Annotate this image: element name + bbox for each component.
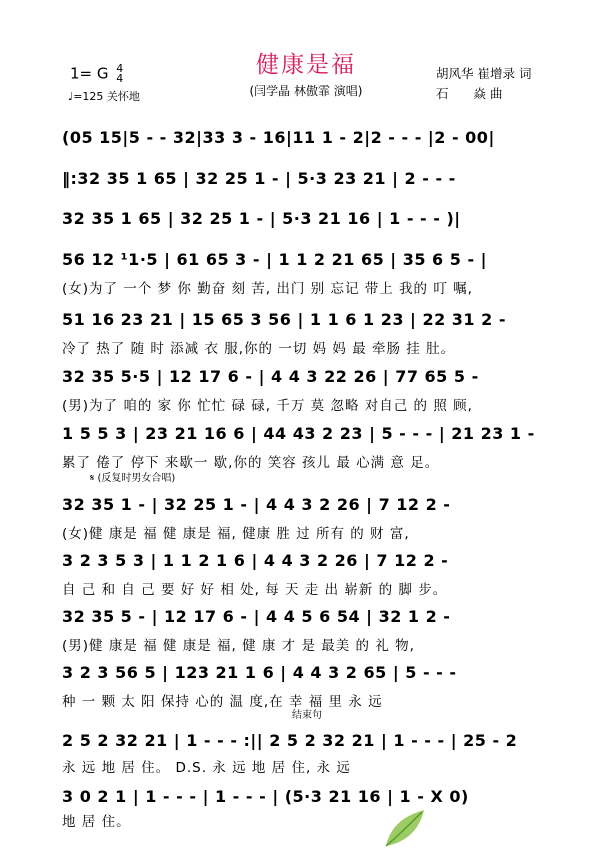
notation-line: 32 35 5·5 | 12 17 6 - | 4 4 3 22 26 | 77 65 5 - [62,367,479,386]
time-signature [116,64,123,84]
notation-line: (05 15|5 - - 32|33 3 - 16|11 1 - 2|2 - - - |2 - 00| [62,128,495,147]
lyric-line: 自 己 和 自 己 要 好 好 相 处, 每 天 走 出 崭新 的 脚 步。 [62,582,448,598]
notation-line: 3 2 3 56 5 | 123 21 1 6 | 4 4 3 2 65 | 5 - - - [62,663,457,682]
notation-line: 32 35 1 - | 32 25 1 - | 4 4 3 2 26 | 7 12 2 - [62,495,451,514]
lyricist-credit: 胡风华 崔增录 词 [436,66,532,81]
notation-line: ‖:32 35 1 65 | 32 25 1 - | 5·3 23 21 | 2 - - - [62,169,456,188]
tempo-marking: ♩=125 关怀地 [68,90,140,103]
time-bottom: 4 [116,72,124,85]
lyric-line: (男)健 康是 福 健 康是 福, 健 康 才 是 最美 的 礼 物, [62,638,415,654]
score-annotation: 𝄋 (反复时男女合唱) [90,473,176,484]
notation-line: 2 5 2 32 21 | 1 - - - :|| 2 5 2 32 21 | 1 - - - | 25 - 2 [62,731,518,750]
key-signature [70,64,123,84]
key-label: 1= G [70,64,109,83]
leaf-decoration-icon [382,806,426,850]
composer-credit: 石 焱 曲 [436,86,503,101]
lyric-line: (男)为了 咱的 家 你 忙忙 碌 碌, 千万 莫 忽略 对自己 的 照 顾, [62,398,473,414]
notation-line: 1 5 5 3 | 23 21 16 6 | 44 43 2 23 | 5 - - - | 21 23 1 - [62,424,535,443]
lyric-line: 永 远 地 居 住。 D.S. 永 远 地 居 住, 永 远 [62,760,351,776]
song-title: 健康是福 [256,52,356,78]
notation-line: 32 35 1 65 | 32 25 1 - | 5·3 21 16 | 1 - - - )| [62,209,461,228]
lyric-line: 地 居 住。 [62,814,131,830]
lyric-line: (女)为了 一个 梦 你 勤奋 刻 苦, 出门 别 忘记 带上 我的 叮 嘱, [62,281,473,297]
lyric-line: 种 一 颗 太 阳 保持 心的 温 度,在 幸 福 里 永 远 [62,694,383,710]
time-top: 4 [116,62,124,75]
lyric-line: 累了 倦了 停下 来歇一 歇,你的 笑容 孩儿 最 心满 意 足。 [62,455,440,471]
notation-line: 32 35 5 - | 12 17 6 - | 4 4 5 6 54 | 32 1 2 - [62,607,451,626]
score-annotation: 结束句 [292,710,322,721]
notation-line: 51 16 23 21 | 15 65 3 56 | 1 1 6 1 23 | 22 31 2 - [62,310,506,329]
notation-line: 56 12 ¹1·5 | 61 65 3 - | 1 1 2 21 65 | 35 6 5 - | [62,250,487,269]
notation-line: 3 0 2 1 | 1 - - - | 1 - - - | (5·3 21 16 | 1 - X 0) [62,787,469,806]
lyric-line: 冷了 热了 随 时 添减 衣 服,你的 一切 妈 妈 最 牵肠 挂 肚。 [62,341,456,357]
notation-line: 3 2 3 5 3 | 1 1 2 1 6 | 4 4 3 2 26 | 7 12 2 - [62,551,449,570]
lyric-line: (女)健 康是 福 健 康是 福, 健康 胜 过 所有 的 财 富, [62,526,410,542]
singers-line: (闫学晶 林傲霏 演唱) [249,84,363,98]
